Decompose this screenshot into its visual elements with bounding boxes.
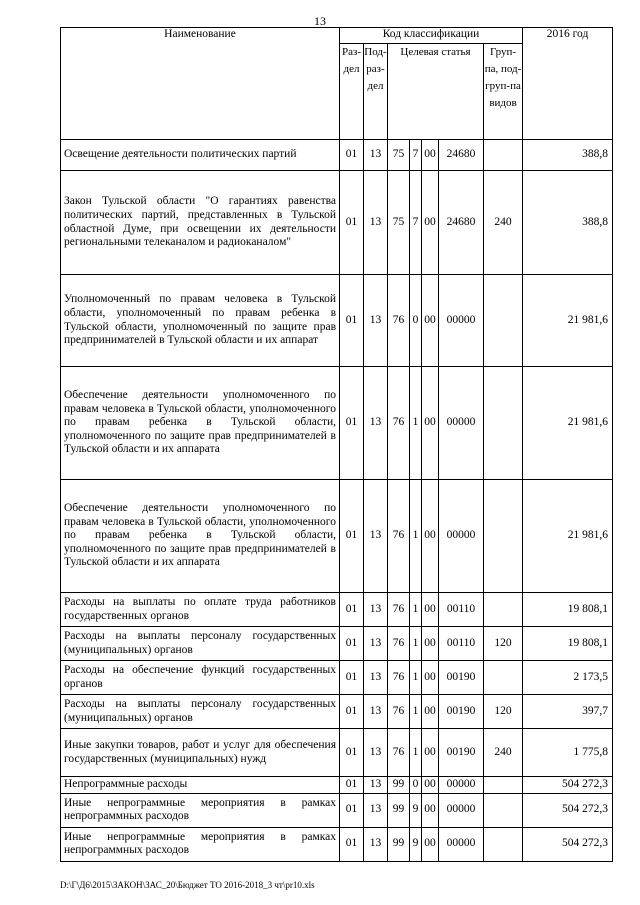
target-cs1-cell: 99 bbox=[388, 777, 410, 794]
row-name: Закон Тульской области "О гарантиях равенства политических партий, представленных в Тульской областной Думе, при освещении их деятельности региональными телеканалом и радиоканалом" bbox=[61, 171, 340, 275]
target-cs2-cell: 1 bbox=[410, 480, 422, 593]
header-target: Целевая статья bbox=[388, 44, 484, 140]
sum-cell: 21 981,6 bbox=[523, 480, 613, 593]
row-name: Расходы на выплаты персоналу государственных (муниципальных) органов bbox=[61, 627, 340, 661]
budget-table bbox=[60, 27, 613, 862]
table-row bbox=[61, 729, 613, 777]
podrazdel-cell: 13 bbox=[364, 593, 388, 627]
target-cs3-cell: 00 bbox=[422, 695, 439, 729]
group-cell bbox=[484, 793, 523, 827]
target-cs2-cell: 0 bbox=[410, 777, 422, 794]
podrazdel-cell: 13 bbox=[364, 171, 388, 275]
target-cs2-cell: 9 bbox=[410, 827, 422, 861]
razdel-cell: 01 bbox=[340, 729, 364, 777]
target-cs1-cell: 76 bbox=[388, 729, 410, 777]
target-cs4-cell: 24680 bbox=[439, 171, 484, 275]
target-cs3-cell: 00 bbox=[422, 593, 439, 627]
podrazdel-cell: 13 bbox=[364, 827, 388, 861]
table-row bbox=[61, 275, 613, 367]
target-cs3-cell: 00 bbox=[422, 627, 439, 661]
target-cs3-cell: 00 bbox=[422, 140, 439, 171]
sum-cell: 21 981,6 bbox=[523, 367, 613, 480]
target-cs1-cell: 76 bbox=[388, 661, 410, 695]
target-cs4-cell: 00000 bbox=[439, 367, 484, 480]
group-cell: 120 bbox=[484, 627, 523, 661]
row-name: Обеспечение деятельности уполномоченного по правам человека в Тульской области, уполномоченного по правам ребенка в Тульской области, уполномоченного по защите прав предпринимателей в Тульской области и их аппарата bbox=[61, 367, 340, 480]
target-cs1-cell: 76 bbox=[388, 627, 410, 661]
target-cs3-cell: 00 bbox=[422, 793, 439, 827]
sum-cell: 504 272,3 bbox=[523, 777, 613, 794]
target-cs2-cell: 1 bbox=[410, 695, 422, 729]
razdel-cell: 01 bbox=[340, 171, 364, 275]
table-row bbox=[61, 140, 613, 171]
target-cs1-cell: 76 bbox=[388, 695, 410, 729]
table-row bbox=[61, 171, 613, 275]
target-cs4-cell: 00190 bbox=[439, 729, 484, 777]
table-row bbox=[61, 695, 613, 729]
target-cs4-cell: 00000 bbox=[439, 777, 484, 794]
group-cell bbox=[484, 777, 523, 794]
table-row bbox=[61, 627, 613, 661]
group-cell: 120 bbox=[484, 695, 523, 729]
target-cs3-cell: 00 bbox=[422, 661, 439, 695]
podrazdel-cell: 13 bbox=[364, 140, 388, 171]
razdel-cell: 01 bbox=[340, 480, 364, 593]
sum-cell: 388,8 bbox=[523, 171, 613, 275]
target-cs4-cell: 00000 bbox=[439, 480, 484, 593]
target-cs1-cell: 76 bbox=[388, 275, 410, 367]
sum-cell: 388,8 bbox=[523, 140, 613, 171]
podrazdel-cell: 13 bbox=[364, 627, 388, 661]
target-cs1-cell: 99 bbox=[388, 827, 410, 861]
target-cs3-cell: 00 bbox=[422, 171, 439, 275]
razdel-cell: 01 bbox=[340, 140, 364, 171]
row-name: Иные непрограммные мероприятия в рамках непрограммных расходов bbox=[61, 827, 340, 861]
target-cs2-cell: 1 bbox=[410, 729, 422, 777]
target-cs3-cell: 00 bbox=[422, 367, 439, 480]
sum-cell: 397,7 bbox=[523, 695, 613, 729]
podrazdel-cell: 13 bbox=[364, 695, 388, 729]
group-cell bbox=[484, 593, 523, 627]
razdel-cell: 01 bbox=[340, 275, 364, 367]
row-name: Уполномоченный по правам человека в Тульской области, уполномоченный по правам ребенка в Тульской области, уполномоченный по защите прав предпринимателей в Тульской области и их аппарат bbox=[61, 275, 340, 367]
page-number: 13 bbox=[314, 14, 326, 28]
table-row bbox=[61, 827, 613, 861]
target-cs3-cell: 00 bbox=[422, 729, 439, 777]
target-cs1-cell: 76 bbox=[388, 480, 410, 593]
razdel-cell: 01 bbox=[340, 777, 364, 794]
target-cs1-cell: 99 bbox=[388, 793, 410, 827]
sum-cell: 504 272,3 bbox=[523, 827, 613, 861]
razdel-cell: 01 bbox=[340, 695, 364, 729]
sum-cell: 1 775,8 bbox=[523, 729, 613, 777]
razdel-cell: 01 bbox=[340, 367, 364, 480]
sum-cell: 19 808,1 bbox=[523, 627, 613, 661]
target-cs2-cell: 1 bbox=[410, 367, 422, 480]
target-cs2-cell: 9 bbox=[410, 793, 422, 827]
target-cs2-cell: 1 bbox=[410, 627, 422, 661]
row-name: Расходы на выплаты персоналу государственных (муниципальных) органов bbox=[61, 695, 340, 729]
target-cs4-cell: 00000 bbox=[439, 275, 484, 367]
podrazdel-cell: 13 bbox=[364, 480, 388, 593]
sum-cell: 2 173,5 bbox=[523, 661, 613, 695]
razdel-cell: 01 bbox=[340, 661, 364, 695]
table-row bbox=[61, 661, 613, 695]
header-razdel: Раз-дел bbox=[340, 44, 364, 140]
podrazdel-cell: 13 bbox=[364, 777, 388, 794]
table-row bbox=[61, 367, 613, 480]
table-row bbox=[61, 793, 613, 827]
table-row bbox=[61, 593, 613, 627]
sum-cell: 19 808,1 bbox=[523, 593, 613, 627]
target-cs1-cell: 75 bbox=[388, 171, 410, 275]
razdel-cell: 01 bbox=[340, 793, 364, 827]
podrazdel-cell: 13 bbox=[364, 661, 388, 695]
table-body bbox=[61, 140, 613, 862]
row-name: Непрограммные расходы bbox=[61, 777, 340, 794]
sum-cell: 504 272,3 bbox=[523, 793, 613, 827]
table-row bbox=[61, 777, 613, 794]
razdel-cell: 01 bbox=[340, 827, 364, 861]
razdel-cell: 01 bbox=[340, 593, 364, 627]
podrazdel-cell: 13 bbox=[364, 793, 388, 827]
row-name: Расходы на выплаты по оплате труда работников государственных органов bbox=[61, 593, 340, 627]
header-podrazdel: Под-раз-дел bbox=[364, 44, 388, 140]
target-cs2-cell: 1 bbox=[410, 661, 422, 695]
row-name: Иные закупки товаров, работ и услуг для обеспечения государственных (муниципальных) нужд bbox=[61, 729, 340, 777]
target-cs3-cell: 00 bbox=[422, 777, 439, 794]
target-cs3-cell: 00 bbox=[422, 827, 439, 861]
target-cs2-cell: 0 bbox=[410, 275, 422, 367]
group-cell bbox=[484, 367, 523, 480]
target-cs3-cell: 00 bbox=[422, 480, 439, 593]
group-cell bbox=[484, 827, 523, 861]
target-cs1-cell: 76 bbox=[388, 593, 410, 627]
table-row bbox=[61, 480, 613, 593]
sum-cell: 21 981,6 bbox=[523, 275, 613, 367]
row-name: Обеспечение деятельности уполномоченного по правам человека в Тульской области, уполномоченного по правам ребенка в Тульской области, уполномоченного по защите прав предпринимателей в Тульской области и их аппарата bbox=[61, 480, 340, 593]
group-cell bbox=[484, 140, 523, 171]
podrazdel-cell: 13 bbox=[364, 729, 388, 777]
target-cs4-cell: 00110 bbox=[439, 593, 484, 627]
group-cell bbox=[484, 480, 523, 593]
group-cell: 240 bbox=[484, 729, 523, 777]
target-cs4-cell: 00000 bbox=[439, 793, 484, 827]
row-name: Освещение деятельности политических партий bbox=[61, 140, 340, 171]
target-cs2-cell: 7 bbox=[410, 171, 422, 275]
header-group: Груп-па, под-груп-па видов bbox=[484, 44, 523, 140]
target-cs4-cell: 00190 bbox=[439, 695, 484, 729]
row-name: Иные непрограммные мероприятия в рамках непрограммных расходов bbox=[61, 793, 340, 827]
podrazdel-cell: 13 bbox=[364, 367, 388, 480]
target-cs2-cell: 1 bbox=[410, 593, 422, 627]
target-cs4-cell: 00110 bbox=[439, 627, 484, 661]
file-path-footer: D:\Г\Д6\2015\ЗАКОН\ЗАС_20\Бюджет ТО 2016-2018_3 чт\pr10.xls bbox=[60, 880, 315, 890]
group-cell: 240 bbox=[484, 171, 523, 275]
header-year: 2016 год bbox=[523, 28, 613, 140]
group-cell bbox=[484, 661, 523, 695]
target-cs3-cell: 00 bbox=[422, 275, 439, 367]
target-cs4-cell: 24680 bbox=[439, 140, 484, 171]
target-cs2-cell: 7 bbox=[410, 140, 422, 171]
row-name: Расходы на обеспечение функций государственных органов bbox=[61, 661, 340, 695]
target-cs4-cell: 00190 bbox=[439, 661, 484, 695]
razdel-cell: 01 bbox=[340, 627, 364, 661]
target-cs1-cell: 75 bbox=[388, 140, 410, 171]
header-name: Наименование bbox=[61, 28, 340, 140]
group-cell bbox=[484, 275, 523, 367]
target-cs1-cell: 76 bbox=[388, 367, 410, 480]
podrazdel-cell: 13 bbox=[364, 275, 388, 367]
target-cs4-cell: 00000 bbox=[439, 827, 484, 861]
header-code: Код классификации bbox=[340, 28, 523, 44]
